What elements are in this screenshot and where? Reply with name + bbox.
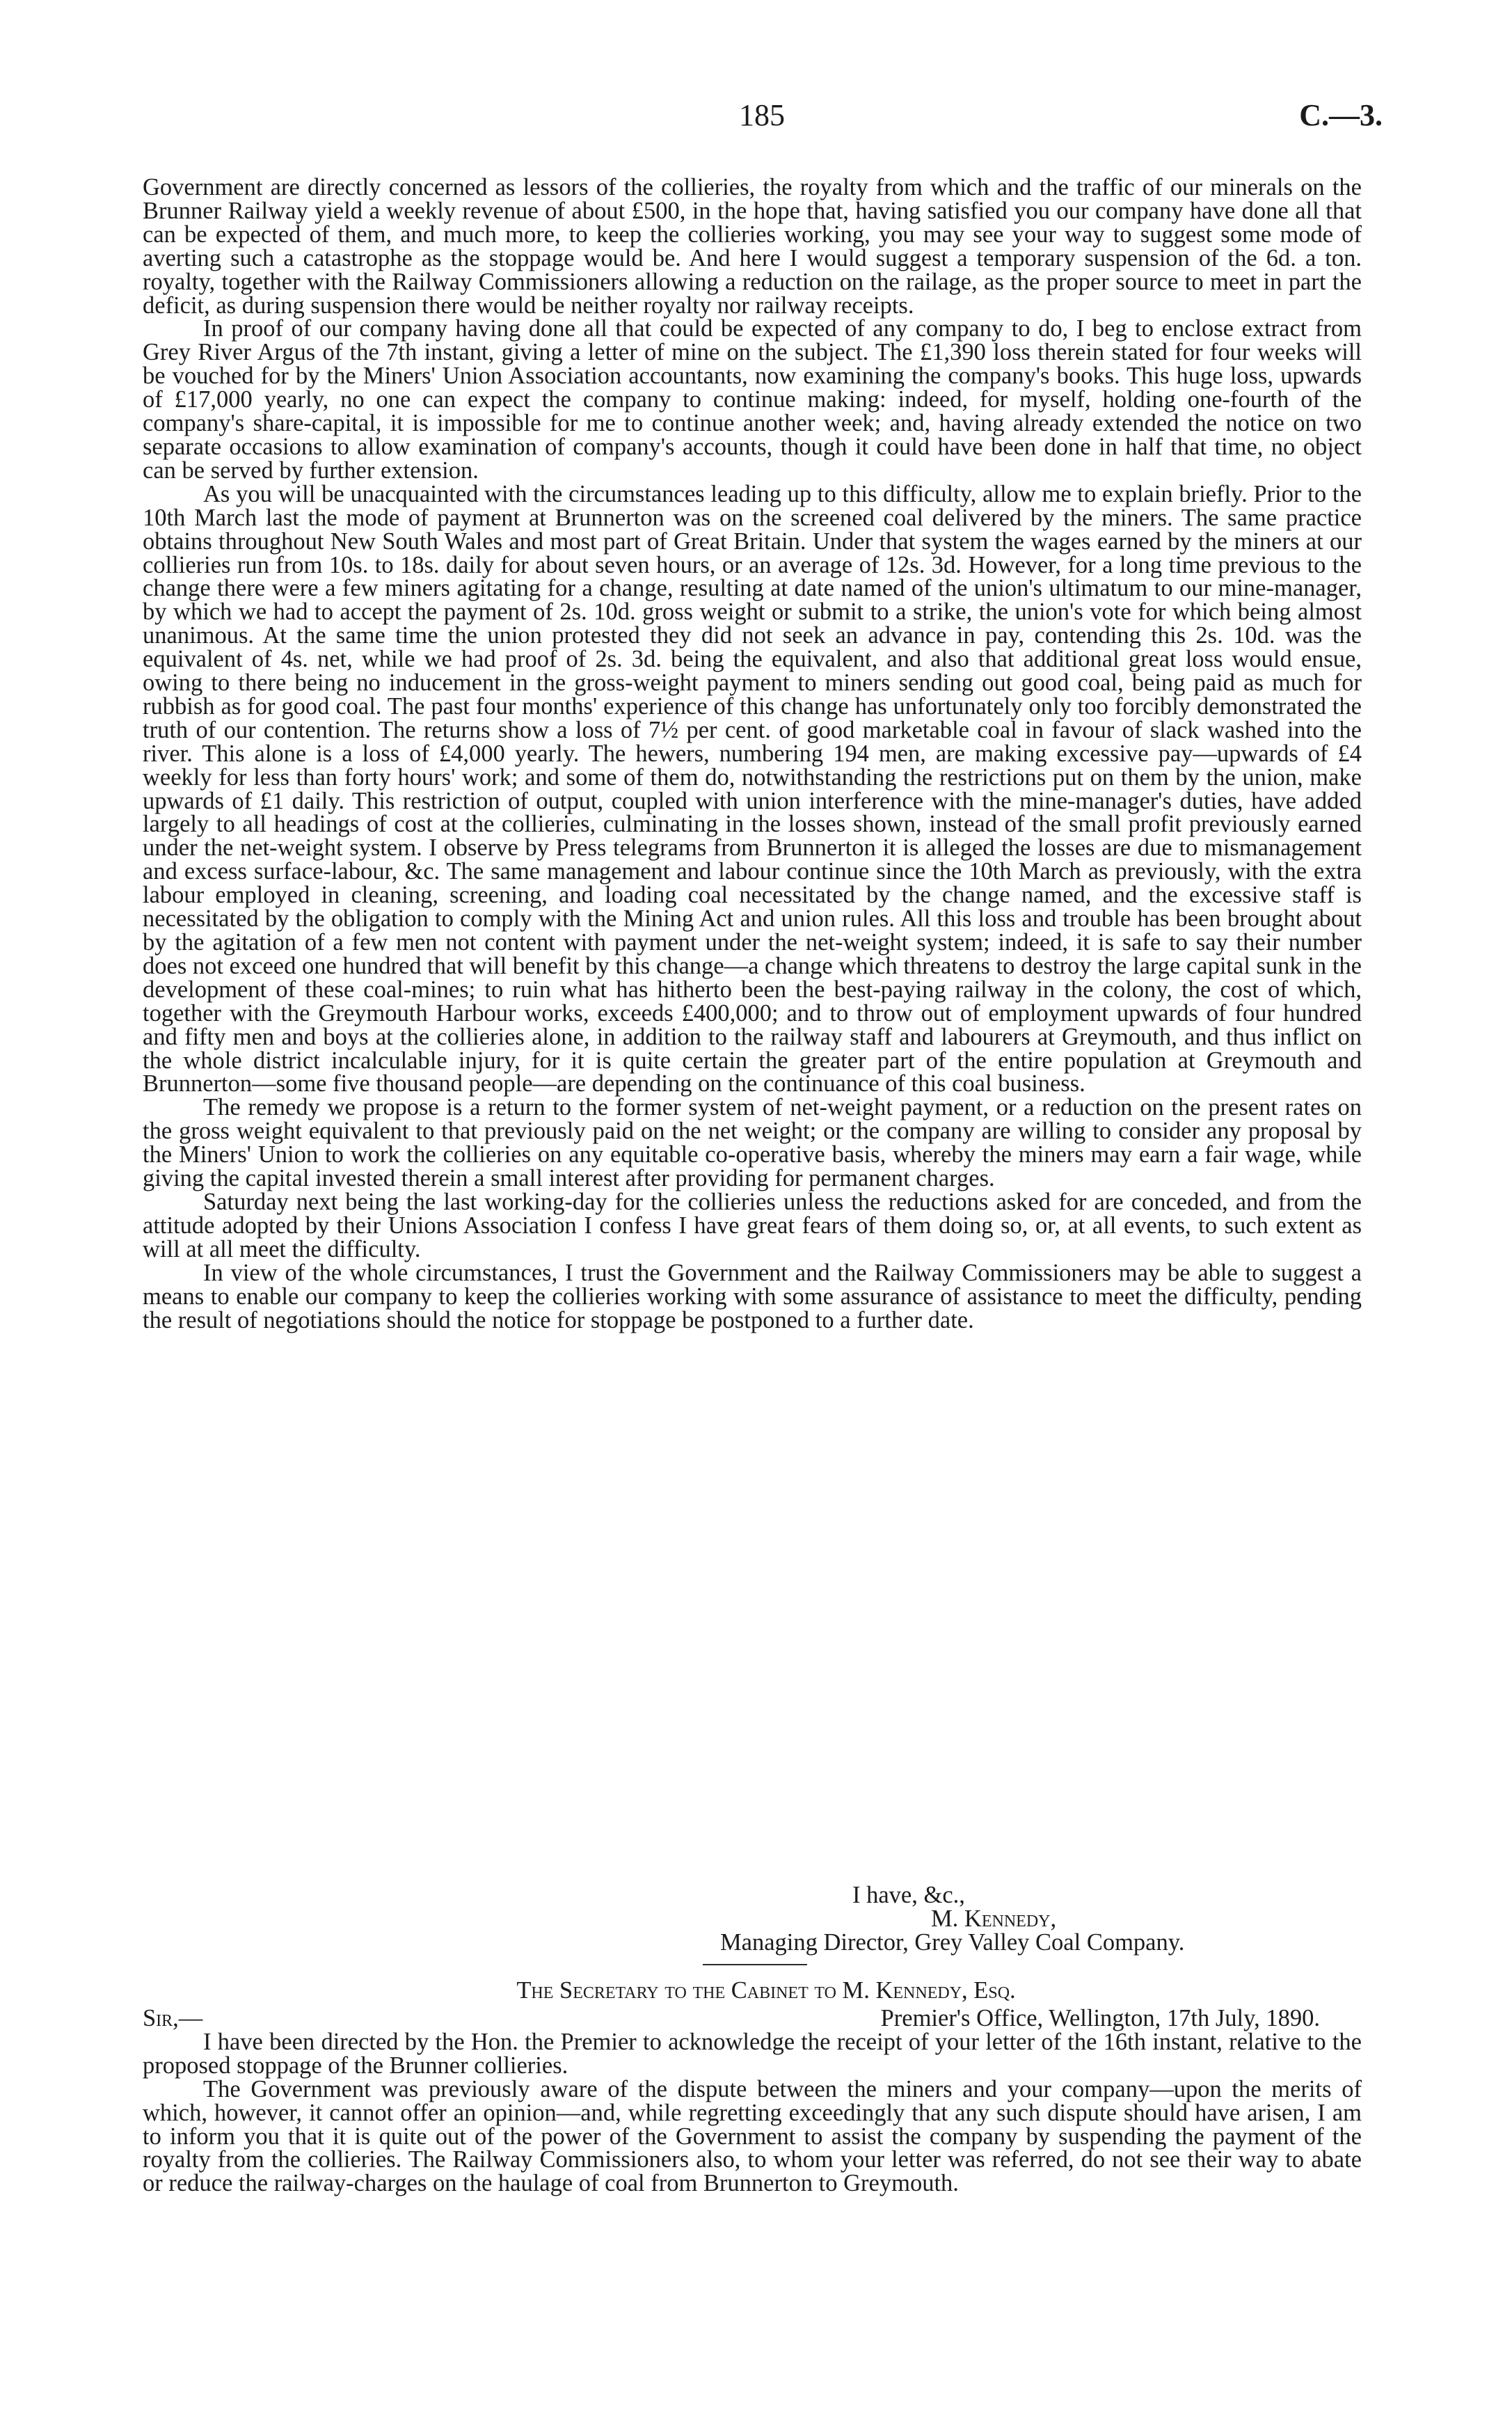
- signatory-title: Managing Director, Grey Valley Coal Company.: [720, 1928, 1185, 1956]
- paragraph: In proof of our company having done all that could be expected of any company to do, I beg to enclose extract from Grey River Argus of the 7th instant, giving a letter of mine on the subject. The £1,390 loss therein stated for four weeks will be vouched for by the Miners' Union Association accountants, now examining the company's books. This huge loss, upwards of £17,000 yearly, no one can expect the company to continue making: indeed, for myself, holding one-fourth of the company's share-capital, it is impossible for me to continue another week; and, having already extended the notice on two separate occasions to allow examination of company's accounts, though it could have been done in half that time, no object can be served by further extension.: [143, 315, 1362, 484]
- paragraph: The remedy we propose is a return to the former system of net-weight payment, or a reduction on the present rates on the gross weight equivalent to that previously paid on the net weight; or the company are willing to consider any proposal by the Miners' Union to work the collieries on any equitable co-operative basis, whereby the miners may earn a fair wage, while giving the capital invested therein a small interest after providing for permanent charges.: [143, 1094, 1362, 1192]
- page-header: [0, 97, 1512, 139]
- section-divider: [703, 1964, 807, 1965]
- complimentary-close: I have, &c.,: [852, 1882, 965, 1908]
- page-number: 185: [739, 98, 785, 132]
- reply-heading: The Secretary to the Cabinet to M. Kennedy, Esq.: [516, 1977, 1016, 2004]
- paragraph: I have been directed by the Hon. the Premier to acknowledge the receipt of your letter of the 16th instant, relative to the proposed stoppage of the Brunner collieries.: [143, 2028, 1362, 2079]
- paragraph: The Government was previously aware of the dispute between the miners and your company—upon the merits of which, however, it cannot offer an opinion—and, while regretting exceedingly that any such dispute should have arisen, I am to inform you that it is quite out of the power of the Government to assist the company by suspending the payment of the royalty from the collieries. The Railway Commissioners also, to whom your letter was referred, do not see their way to abate or reduce the railway-charges on the haulage of coal from Brunnerton to Greymouth.: [143, 2075, 1362, 2197]
- paragraph: As you will be unacquainted with the circumstances leading up to this difficulty, allow me to explain briefly. Prior to the 10th March last the mode of payment at Brunnerton was on the screened coal delivered by the miners. The same practice obtains throughout New South Wales and most part of Great Britain. Under that system the wages earned by the miners at our collieries run from 10s. to 18s. daily for about seven hours, or an average of 12s. 3d. However, for a long time previous to the change there were a few miners agitating for a change, resulting at date named of the union's ultimatum to our mine-manager, by which we had to accept the payment of 2s. 10d. gross weight or submit to a strike, the union's vote for which being almost unanimous. At the same time the union protested they did not seek an advance in pay, contending this 2s. 10d. was the equivalent of 4s. net, while we had proof of 2s. 3d. being the equivalent, and also that additional great loss would ensue, owing to there being no inducement in the gross-weight payment to miners sending out good coal, being paid as much for rubbish as for good coal. The past four months' experience of this change has unfortunately only too forcibly demonstrated the truth of our contention. The returns show a loss of 7½ per cent. of good marketable coal in favour of slack washed into the river. This alone is a loss of £4,000 yearly. The hewers, numbering 194 men, are making excessive pay—upwards of £4 weekly for less than forty hours' work; and some of them do, notwithstanding the restrictions put on them by the union, make upwards of £1 daily. This restriction of output, coupled with union interference with the mine-manager's duties, have added largely to all headings of cost at the collieries, culminating in the losses shown, instead of the small profit previously earned under the net-weight system. I observe by Press telegrams from Brunnerton it is alleged the losses are due to mismanagement and excess surface-labour, &c. The same management and labour continue since the 10th March as previously, with the extra labour employed in cleaning, screening, and loading coal necessitated by the change named, and the excessive staff is necessitated by the obligation to comply with the Mining Act and union rules. All this loss and trouble has been brought about by the agitation of a few men not content with payment under the net-weight system; indeed, it is safe to say their number does not exceed one hundred that will benefit by this change—a change which threatens to destroy the large capital sunk in the development of these coal-mines; to ruin what has hitherto been the best-paying railway in the colony, the cost of which, together with the Greymouth Harbour works, exceeds £400,000; and to throw out of employment upwards of four hundred and fifty men and boys at the collieries alone, in addition to the railway staff and labourers at Greymouth, and thus inflict on the whole district incalculable injury, for it is quite certain the greater part of the entire population at Greymouth and Brunnerton—some five thousand people—are depending on the continuance of this coal business.: [143, 480, 1362, 1097]
- paragraph: Saturday next being the last working-day for the collieries unless the reductions asked for are conceded, and from the attitude adopted by their Unions Association I confess I have great fears of them doing so, or, at all events, to such extent as will at all meet the difficulty.: [143, 1188, 1362, 1262]
- signatory-name: M. Kennedy,: [931, 1905, 1057, 1932]
- reply-body: [143, 2028, 1362, 2197]
- dateline: Premier's Office, Wellington, 17th July, 1890.: [880, 2004, 1320, 2031]
- document-reference: C.—3.: [1299, 98, 1383, 132]
- paragraph: In view of the whole circumstances, I trust the Government and the Railway Commissioners may be able to suggest a means to enable our company to keep the collieries working with some assurance of assistance to meet the difficulty, pending the result of negotiations should the notice for stoppage be postponed to a further date.: [143, 1259, 1362, 1333]
- salutation: Sir,—: [143, 2004, 203, 2031]
- letter-closing: [143, 1884, 1362, 1955]
- paragraph: Government are directly concerned as lessors of the collieries, the royalty from which and the traffic of our minerals on the Brunner Railway yield a weekly revenue of about £500, in the hope that, having satisfied you our company have done all that can be expected of them, and much more, to keep the collieries working, you may see your way to suggest some mode of averting such a catastrophe as the stoppage would be. And here I would suggest a temporary suspension of the 6d. a ton. royalty, together with the Railway Commissioners allowing a reduction on the railage, as the proper source to meet in part the deficit, as during suspension there would be neither royalty nor railway receipts.: [143, 174, 1362, 319]
- reply-header-line: [143, 2004, 1362, 2031]
- letter-body: [143, 176, 1362, 1332]
- reply-section: [143, 1979, 1362, 2196]
